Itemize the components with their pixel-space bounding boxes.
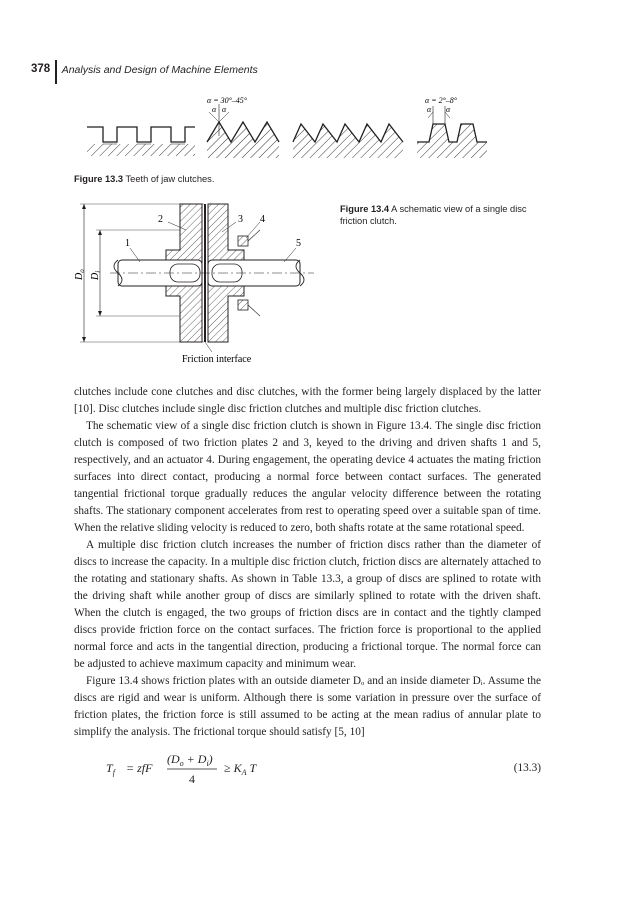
- paragraph: Figure 13.4 shows friction plates with an outside diameter Dₒ and an inside diameter Dᵢ. Assume the discs are rigid and wear is uniform. Although there is some variation in pressure over the surface of friction plates, the friction force is still assumed to be acting at the mean radius of annular plate to simplify the analysis. The frictional torque should satisfy [5, 10]: [74, 675, 541, 738]
- angle-range-label-2: α = 2°–8°: [425, 96, 457, 105]
- inner-diameter-label: $D_i$: [90, 270, 102, 280]
- alpha-label: α: [212, 105, 217, 114]
- equation-13-3: [74, 741, 541, 795]
- page-number: 378: [31, 63, 51, 75]
- angle-range-label-1: α = 30°–45°: [207, 96, 247, 105]
- part-label-1: 1: [125, 238, 130, 249]
- figure-13-3-jaw-teeth: [87, 92, 562, 170]
- alpha-label: α: [446, 105, 451, 114]
- part-label-4: 4: [260, 214, 265, 225]
- running-header: [31, 60, 258, 82]
- alpha-label: α: [222, 105, 227, 114]
- caption-text: Teeth of jaw clutches.: [125, 174, 215, 184]
- figure-label: Figure 13.3: [74, 174, 124, 184]
- equation-numerator: $(D_o + D_i)$: [167, 752, 213, 768]
- caption-text: A schematic view of a single disc friction clutch.: [340, 204, 527, 226]
- paragraph: The schematic view of a single disc friction clutch is shown in Figure 13.4. The single disc friction clutch is composed of two friction plates 2 and 3, keyed to the driving and driven shafts 1 and 5, respectively, and an actuator 4. During engagement, the operating device 4 actuates the mating friction surfaces into direct contact, producing a normal force between contact surfaces. The generated tangential frictional torque gradually reduces the angular velocity difference between the rotating shafts. The stationary component accelerates from rest to operating speed over a suitable span of time. When the relative sliding velocity is reduced to zero, both shafts rotate at the same rotational speed.: [74, 420, 541, 534]
- equation-body: [74, 741, 374, 795]
- header-divider: [55, 60, 57, 84]
- figure-label: Figure 13.4: [340, 204, 390, 214]
- running-title: Analysis and Design of Machine Elements: [61, 64, 258, 76]
- equation-number: (13.3): [513, 762, 541, 774]
- paragraph: A multiple disc friction clutch increases the number of friction discs rather than the diameter of discs to increase the capacity. In a multiple disc friction clutch, friction discs are alternately attached to the rotating and stationary shafts. As shown in Table 13.3, a group of discs are splined to rotate with the driving shaft while another group of discs are similarly splined to rotate with the driven shaft. When the clutch is engaged, the two groups of friction discs are in contact and the tightly clamped discs provide friction force on the contact surfaces. The friction force is proportional to the applied normal force and acts in the tangential direction, producing a frictional torque. The normal force can be adjusted to achieve maximum capacity and minimum wear.: [74, 539, 541, 670]
- figure-13-4-clutch-diagram: [74, 200, 324, 372]
- equation-lhs: $T_f$: [106, 761, 115, 777]
- equation-denominator: 4: [189, 772, 195, 786]
- body-text: [74, 384, 541, 795]
- part-label-2: 2: [158, 214, 163, 225]
- rectangular-teeth-profile: [87, 127, 195, 156]
- equation-factor: = zfF: [126, 761, 153, 775]
- figure-13-4-caption: [340, 203, 545, 227]
- paragraph: clutches include cone clutches and disc clutches, with the former being largely displaced by the latter [10]. Disc clutches include single disc friction clutches and multiple disc friction clutches.: [74, 386, 541, 415]
- figure-13-3-caption: [74, 174, 214, 184]
- outer-diameter-label: $D_o$: [74, 269, 86, 280]
- friction-interface-label: Friction interface: [182, 354, 252, 365]
- sawtooth-teeth-profile: [293, 124, 403, 158]
- part-label-5: 5: [296, 238, 301, 249]
- part-label-3: 3: [238, 214, 243, 225]
- equation-rhs: ≥ $K_A$ T: [224, 761, 257, 777]
- trapezoidal-teeth-profile: [417, 96, 487, 158]
- alpha-label: α: [427, 105, 432, 114]
- triangular-teeth-profile: [207, 96, 279, 158]
